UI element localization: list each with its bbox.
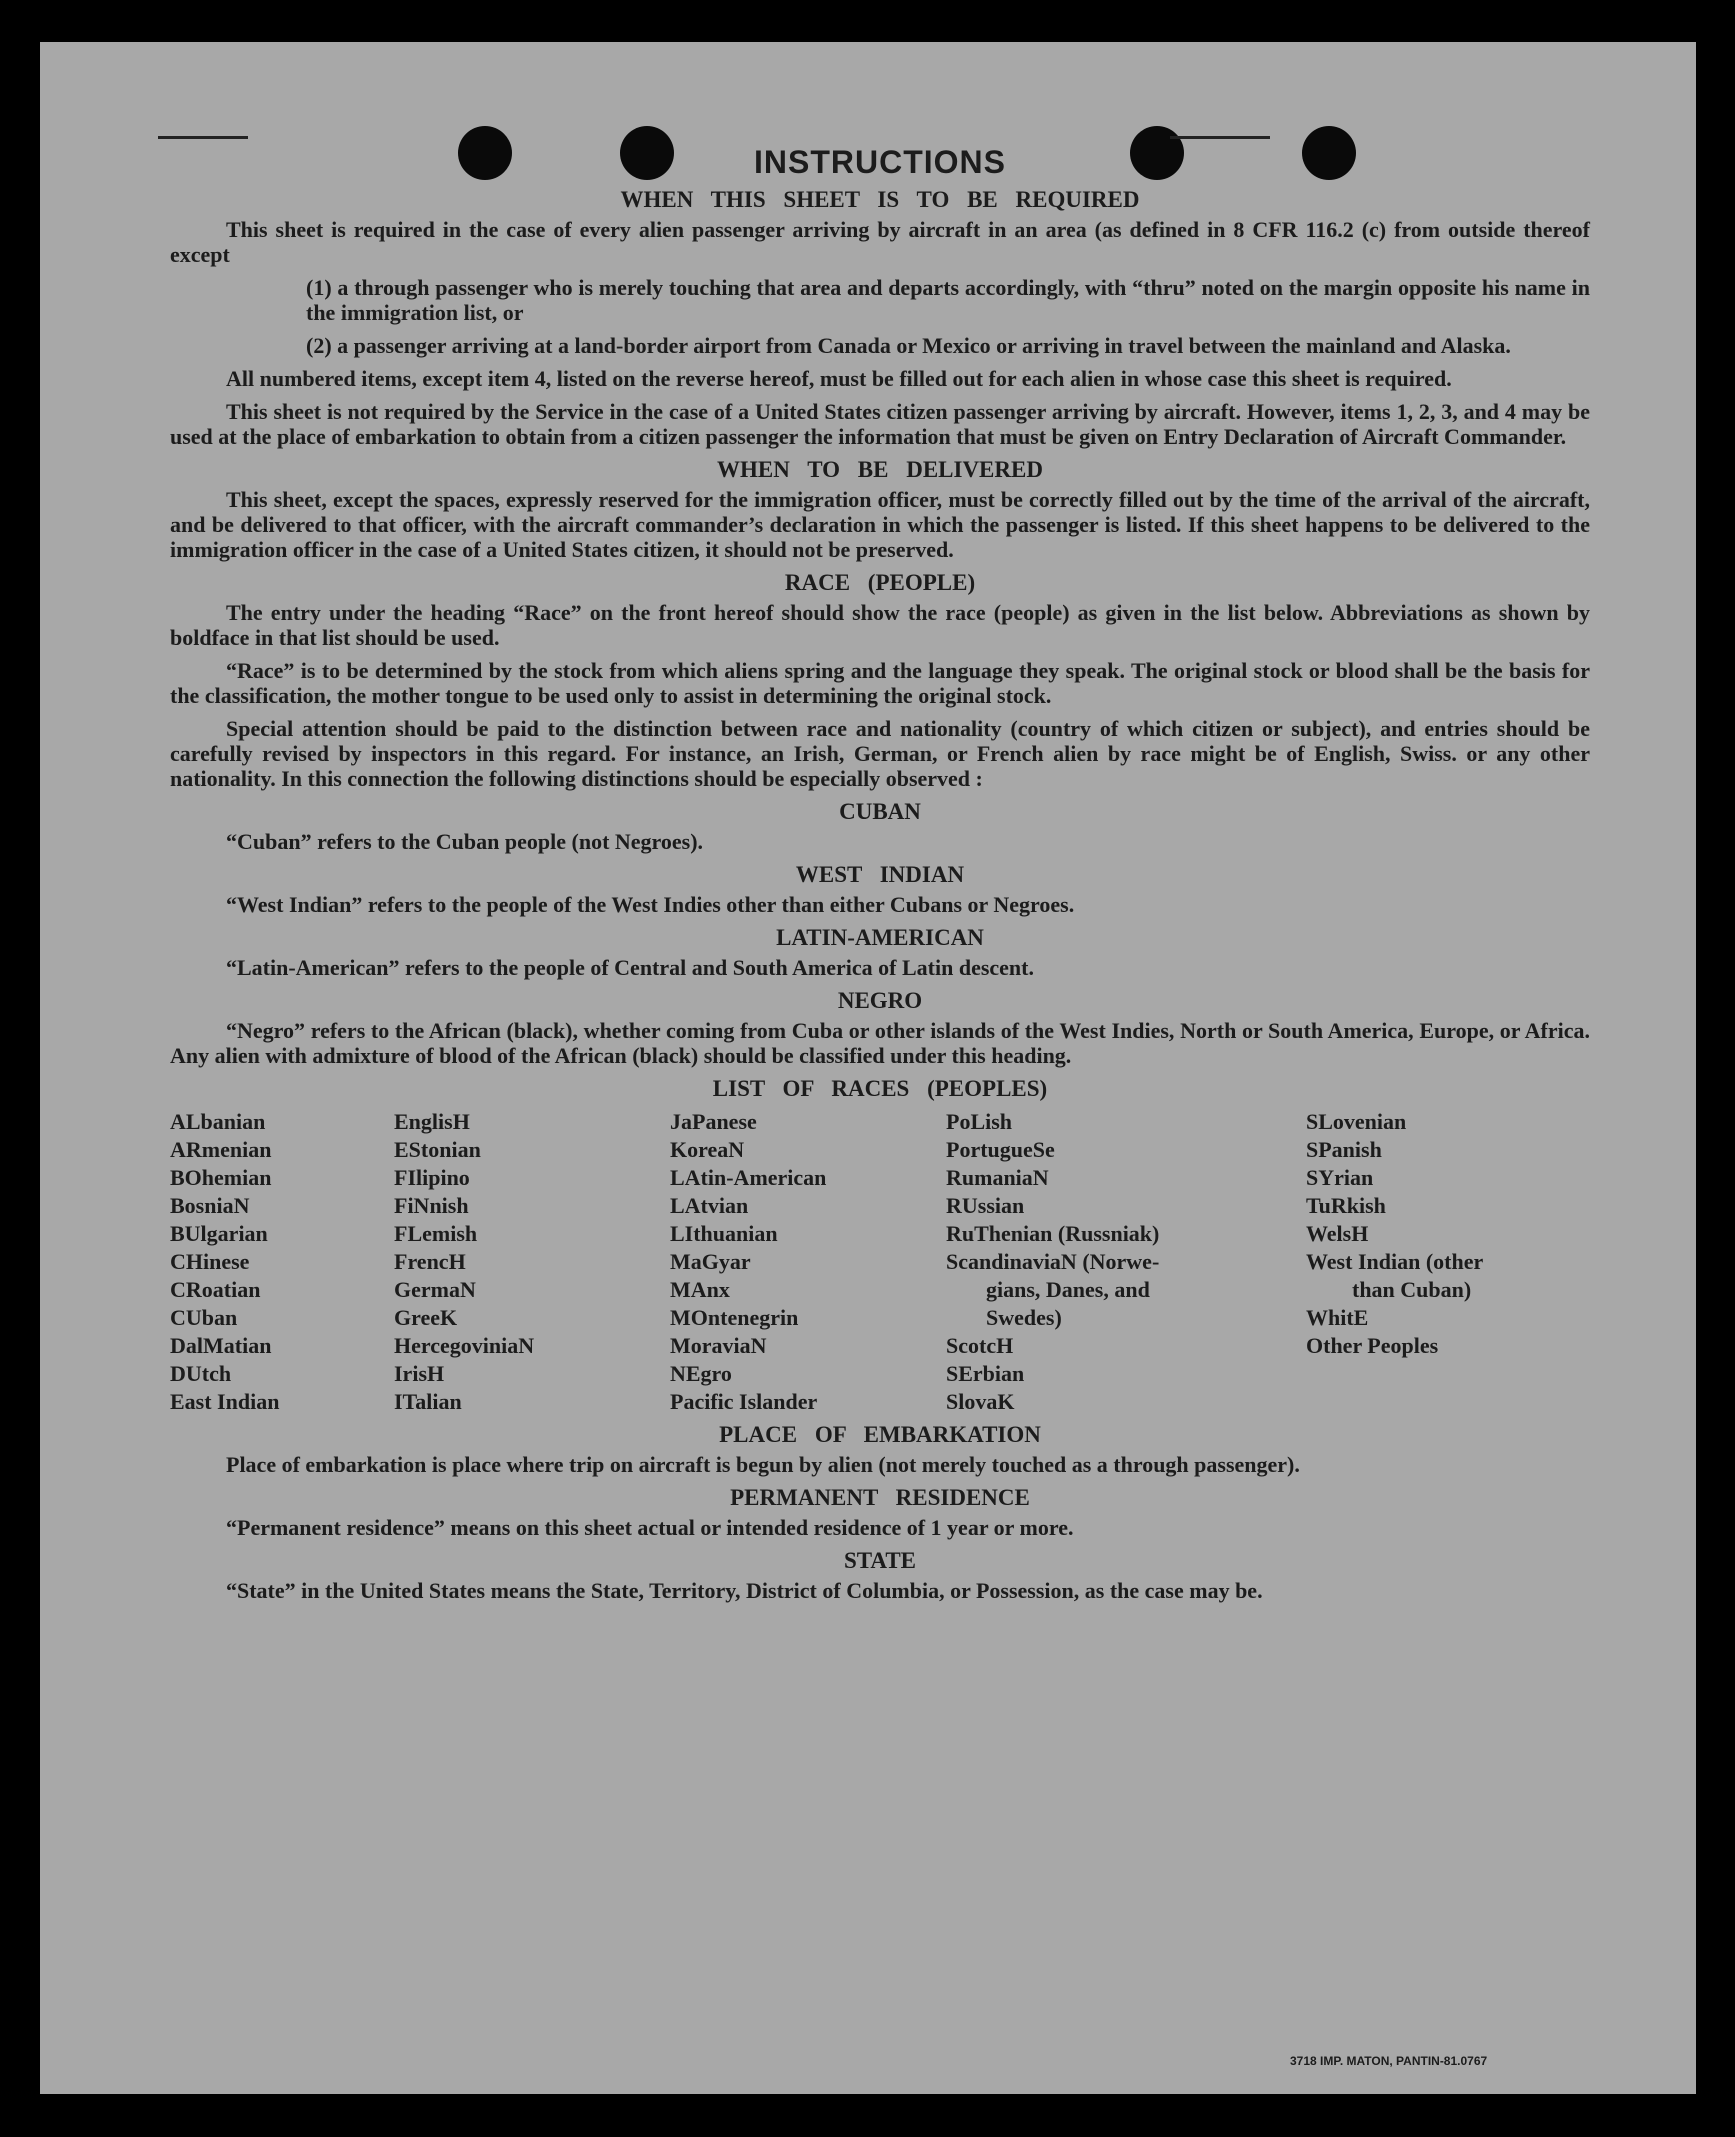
race-item: ScandinaviaN (Norwe-	[946, 1249, 1160, 1274]
race-item: ARmenian	[170, 1137, 272, 1162]
heading-state: STATE	[843, 1548, 916, 1573]
heading-negro: NEGRO	[837, 988, 923, 1013]
race-item: SPanish	[1306, 1137, 1382, 1162]
race-item: DUtch	[170, 1361, 232, 1386]
race-list	[170, 1108, 1590, 1416]
race-item: MOntenegrin	[670, 1305, 799, 1330]
race-item: BOhemian	[170, 1165, 272, 1190]
race-item: ScotcH	[946, 1333, 1014, 1358]
race-item: EStonian	[394, 1137, 481, 1162]
race-item: RUssian	[946, 1193, 1025, 1218]
race-item: SYrian	[1306, 1165, 1374, 1190]
race-item: ALbanian	[170, 1109, 266, 1134]
race-item: HercegoviniaN	[394, 1333, 535, 1358]
race-column	[670, 1108, 946, 1416]
race-item: MaGyar	[670, 1249, 751, 1274]
when-required-intro: This sheet is required in the case of every alien passenger arriving by aircraft in an area (as defined in 8 CFR 116.2 (c) from outside thereof except	[170, 217, 1590, 267]
race-item: BUlgarian	[170, 1221, 268, 1246]
scan-mark	[158, 136, 248, 139]
printer-footer: 3718 IMP. MATON, PANTIN-81.0767	[1290, 2054, 1488, 2068]
document-sheet	[40, 42, 1696, 2094]
race-item: ITalian	[394, 1389, 462, 1414]
when-delivered-text: This sheet, except the spaces, expressly reserved for the immigration officer, must be correctly filled out by the time of the arrival of the aircraft, and be delivered to that officer, with the aircraft commander’s declaration in which the passenger is listed. If this sheet happens to be delivered to the immigration officer in the case of a United States citizen, it should not be preserved.	[170, 487, 1590, 562]
race-item: WhitE	[1306, 1305, 1369, 1330]
race-item: NEgro	[670, 1361, 732, 1386]
when-required-item-2: (2) a passenger arriving at a land-border airport from Canada or Mexico or arriving in travel between the mainland and Alaska.	[306, 333, 1511, 358]
race-item: RumaniaN	[946, 1165, 1049, 1190]
race-item: GermaN	[394, 1277, 476, 1302]
race-para-3: Special attention should be paid to the distinction between race and nationality (country of which citizen or subject), and entries should be carefully revised by inspectors in this regard. For instance, an Irish, German, or French alien by race might be of English, Swiss. or any other nationality. In this connection the following distinctions should be especially observed :	[170, 716, 1590, 791]
race-item: FrencH	[394, 1249, 466, 1274]
page-title: INSTRUCTIONS	[754, 144, 1006, 180]
race-column	[1306, 1108, 1576, 1416]
race-item: MoraviaN	[670, 1333, 767, 1358]
race-item: SErbian	[946, 1361, 1025, 1386]
race-item: CUban	[170, 1305, 238, 1330]
race-item: DalMatian	[170, 1333, 272, 1358]
race-column	[394, 1108, 670, 1416]
race-item: SlovaK	[946, 1389, 1015, 1414]
race-item: gians, Danes, and	[986, 1277, 1150, 1302]
heading-cuban: CUBAN	[839, 799, 921, 824]
race-item: Swedes)	[986, 1305, 1062, 1330]
race-item: TuRkish	[1306, 1193, 1386, 1218]
race-item: PortugueSe	[946, 1137, 1055, 1162]
race-item: CRoatian	[170, 1277, 261, 1302]
race-item: CHinese	[170, 1249, 250, 1274]
race-para-2: “Race” is to be determined by the stock from which aliens spring and the language they speak. The original stock or blood shall be the basis for the classification, the mother tongue to be used only to assist in determining the original stock.	[170, 658, 1590, 708]
race-item: than Cuban)	[1352, 1277, 1472, 1302]
race-item: EnglisH	[394, 1109, 470, 1134]
race-column	[170, 1108, 394, 1416]
race-item: East Indian	[170, 1389, 280, 1414]
race-item: IrisH	[394, 1361, 445, 1386]
race-item: PoLish	[946, 1109, 1013, 1134]
when-required-para-2: All numbered items, except item 4, listed on the reverse hereof, must be filled out for each alien in whose case this sheet is required.	[226, 366, 1452, 391]
when-required-item-1: (1) a through passenger who is merely touching that area and departs accordingly, with “thru” noted on the margin opposite his name in the immigration list, or	[306, 275, 1590, 325]
race-item: LIthuanian	[670, 1221, 778, 1246]
race-item: FIlipino	[394, 1165, 470, 1190]
when-required-para-3: This sheet is not required by the Service in the case of a United States citizen passenger arriving by aircraft. However, items 1, 2, 3, and 4 may be used at the place of embarkation to obtain from a citizen passenger the information that must be given on Entry Declaration of Aircraft Commander.	[170, 399, 1590, 449]
heading-race: RACE (PEOPLE)	[784, 570, 976, 595]
race-item: BosniaN	[170, 1193, 250, 1218]
race-item: FLemish	[394, 1221, 478, 1246]
state-text: “State” in the United States means the State, Territory, District of Columbia, or Possession, as the case may be.	[226, 1578, 1263, 1603]
race-column	[946, 1108, 1306, 1416]
race-item: SLovenian	[1306, 1109, 1407, 1134]
negro-text: “Negro” refers to the African (black), whether coming from Cuba or other islands of the West Indies, North or South America, Europe, or Africa. Any alien with admixture of blood of the African (black) should be classified under this heading.	[170, 1018, 1590, 1068]
race-para-1: The entry under the heading “Race” on the front hereof should show the race (people) as given in the list below. Abbreviations as shown by boldface in that list should be used.	[170, 600, 1590, 650]
west-indian-text: “West Indian” refers to the people of the West Indies other than either Cubans or Negroes.	[226, 892, 1075, 917]
race-item: WelsH	[1306, 1221, 1369, 1246]
heading-list-of-races: LIST OF RACES (PEOPLES)	[712, 1076, 1048, 1101]
heading-residence: PERMANENT RESIDENCE	[730, 1485, 1030, 1510]
race-item: LAtvian	[670, 1193, 749, 1218]
residence-text: “Permanent residence” means on this sheet actual or intended residence of 1 year or more.	[226, 1515, 1074, 1540]
heading-when-required: WHEN THIS SHEET IS TO BE REQUIRED	[620, 187, 1140, 212]
cuban-text: “Cuban” refers to the Cuban people (not Negroes).	[226, 829, 704, 854]
race-item: Other Peoples	[1306, 1333, 1439, 1358]
instructions-content	[170, 144, 1590, 1611]
race-item: MAnx	[670, 1277, 730, 1302]
race-item: KoreaN	[670, 1137, 745, 1162]
heading-west-indian: WEST INDIAN	[795, 862, 965, 887]
embarkation-text: Place of embarkation is place where trip on aircraft is begun by alien (not merely touched as a through passenger).	[226, 1452, 1300, 1477]
race-item: LAtin-American	[670, 1165, 827, 1190]
race-item: JaPanese	[670, 1109, 757, 1134]
heading-when-delivered: WHEN TO BE DELIVERED	[717, 457, 1043, 482]
heading-embarkation: PLACE OF EMBARKATION	[719, 1422, 1041, 1447]
race-item: West Indian (other	[1306, 1249, 1484, 1274]
race-item: FiNnish	[394, 1193, 469, 1218]
scan-mark	[1170, 136, 1270, 139]
race-item: Pacific Islander	[670, 1389, 818, 1414]
latin-american-text: “Latin-American” refers to the people of Central and South America of Latin descent.	[226, 955, 1034, 980]
race-item: GreeK	[394, 1305, 458, 1330]
race-item: RuThenian (Russniak)	[946, 1221, 1160, 1246]
heading-latin-american: LATIN-AMERICAN	[776, 925, 984, 950]
